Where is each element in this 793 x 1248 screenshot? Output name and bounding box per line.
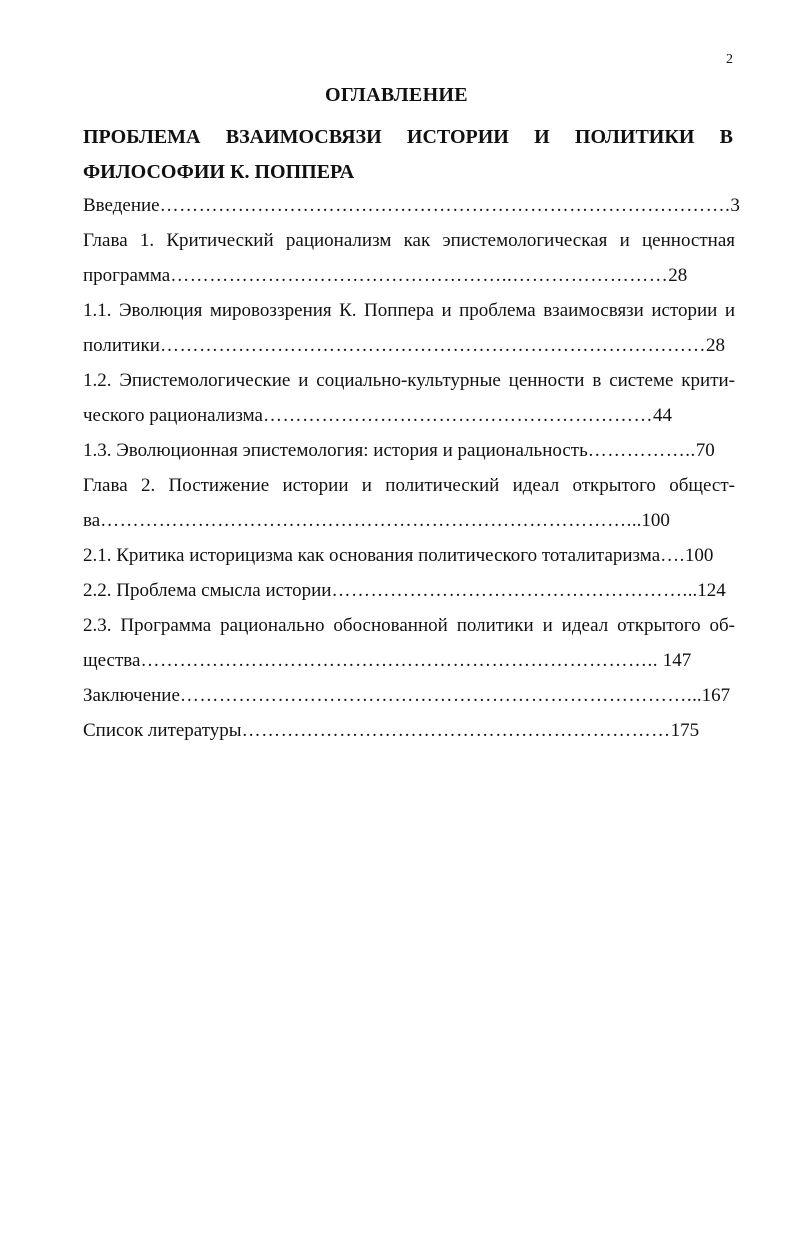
toc-entry-chapter-1[interactable] <box>83 223 735 293</box>
toc-entry-conclusion[interactable] <box>83 678 735 713</box>
toc-entry-text: 2.2. Проблема смысла истории <box>83 580 332 601</box>
toc-entry-text: 1.1. Эволюция мировоззрения К. Поппера и проблема взаимосвязи истории и политики <box>83 300 735 356</box>
toc-entry-text: Заключение <box>83 685 180 706</box>
toc-leader-dots: ……………………………………………..…………………… <box>170 265 669 286</box>
toc-leader-dots: …………………………………………………………………….. <box>140 650 658 671</box>
toc-page-number: ..100 <box>631 510 670 531</box>
toc-entry-section-2-2[interactable] <box>83 573 735 608</box>
toc-leader-dots: …………………………………………………… <box>262 405 653 426</box>
toc-leader-dots: ………………………………………………. <box>331 580 688 601</box>
toc-entry-section-2-3[interactable] <box>83 608 735 678</box>
toc-page-number: ..167 <box>692 685 731 706</box>
toc-leader-dots: …. <box>660 545 685 566</box>
toc-entry-text: 2.1. Критика историцизма как основания политического тоталитаризма <box>83 545 661 566</box>
work-title: ПРОБЛЕМА ВЗАИМОСВЯЗИ ИСТОРИИ И ПОЛИТИКИ В ФИЛОСОФИИ К. ПОППЕРА <box>83 126 733 183</box>
toc-entry-text: Введение <box>83 195 160 216</box>
toc-entry-text: 1.2. Эпистемологические и социально-культурные ценности в системе критического рационализма <box>83 370 735 426</box>
toc-leader-dots: ………………………………………………………………………. <box>100 510 632 531</box>
toc-entry-text: Список литературы <box>83 720 242 741</box>
toc-entry-chapter-2[interactable] <box>83 468 735 538</box>
toc-page-number: 28 <box>705 335 725 356</box>
toc-leader-dots: ………………………………………………………………………… <box>159 335 706 356</box>
table-of-contents <box>83 188 740 748</box>
toc-leader-dots: …………….. <box>587 440 696 461</box>
contents-heading: ОГЛАВЛЕНИЕ <box>325 84 468 106</box>
toc-entry-section-1-2[interactable] <box>83 363 735 433</box>
toc-page-number: 175 <box>670 720 700 741</box>
toc-entry-bibliography[interactable] <box>83 713 735 748</box>
toc-page-number: ..124 <box>687 580 726 601</box>
toc-leader-dots: ……………………………………………………………………………. <box>159 195 731 216</box>
toc-entry-text: Глава 2. Постижение истории и политический идеал открытого общества <box>83 475 735 531</box>
toc-page-number: 147 <box>657 650 692 671</box>
toc-page-number: 28 <box>668 265 688 286</box>
toc-entry-section-1-1[interactable] <box>83 293 735 363</box>
toc-page-number: 70 <box>695 440 715 461</box>
toc-entry-text: 1.3. Эволюционная эпистемология: история и рациональность <box>83 440 588 461</box>
toc-entry-text: Глава 1. Критический рационализм как эпистемологическая и ценностная программа <box>83 230 735 286</box>
toc-entry-section-2-1[interactable] <box>83 538 735 573</box>
toc-page-number: 44 <box>652 405 672 426</box>
toc-leader-dots: ………………………………………………………… <box>241 720 671 741</box>
toc-page-number: 3 <box>730 195 740 216</box>
toc-entry-section-1-3[interactable] <box>83 433 735 468</box>
toc-page-number: 100 <box>684 545 714 566</box>
toc-entry-introduction[interactable] <box>83 188 740 223</box>
toc-leader-dots: ……………………………………………………………………. <box>179 685 693 706</box>
toc-entry-text: 2.3. Программа рационально обоснованной политики и идеал открытого общества <box>83 615 735 671</box>
page-number: 2 <box>726 52 733 67</box>
